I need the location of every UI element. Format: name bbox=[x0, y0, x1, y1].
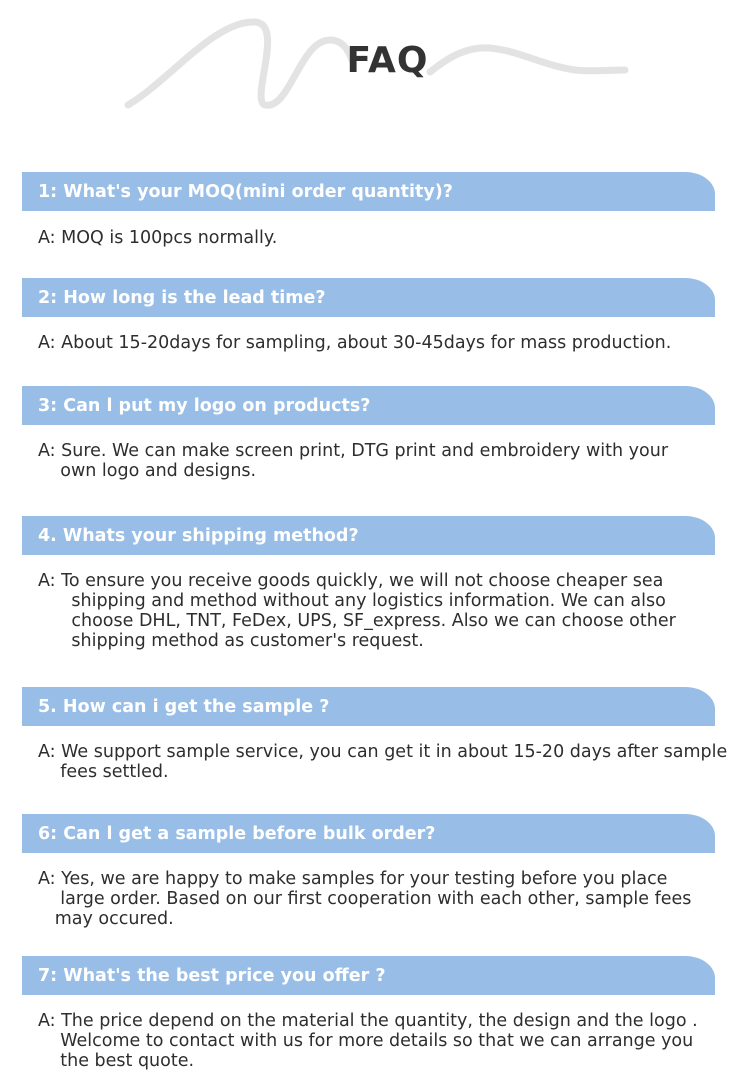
faq-answer-line: A: Sure. We can make screen print, DTG print and embroidery with your bbox=[38, 441, 669, 461]
faq-question-5: 5. How can i get the sample ? bbox=[38, 696, 330, 717]
faq-answer-line: A: About 15-20days for sampling, about 30-45days for mass production. bbox=[38, 333, 672, 353]
faq-question-3: 3: Can l put my logo on products? bbox=[38, 395, 371, 416]
faq-question-4: 4. Whats your shipping method? bbox=[38, 525, 359, 546]
faq-answer-line: shipping method as customer's request. bbox=[38, 631, 424, 651]
faq-answer-7 bbox=[38, 1011, 728, 1071]
faq-answer-line: A: Yes, we are happy to make samples for your testing before you place bbox=[38, 869, 668, 889]
faq-answer-line: A: To ensure you receive goods quickly, we will not choose cheaper sea bbox=[38, 571, 664, 591]
faq-answer-6 bbox=[38, 869, 728, 929]
faq-answer-line: large order. Based on our first cooperation with each other, sample fees bbox=[38, 889, 692, 909]
faq-question-bar-6 bbox=[22, 814, 715, 853]
faq-question-bar-5 bbox=[22, 687, 715, 726]
faq-question-bar-4 bbox=[22, 516, 715, 555]
faq-question-7: 7: What's the best price you offer ? bbox=[38, 965, 386, 986]
faq-question-bar-7 bbox=[22, 956, 715, 995]
faq-answer-line: may occured. bbox=[38, 909, 174, 929]
faq-header bbox=[0, 0, 750, 140]
faq-answer-line: A: MOQ is 100pcs normally. bbox=[38, 228, 278, 248]
faq-question-bar-2 bbox=[22, 278, 715, 317]
faq-question-1: 1: What's your MOQ(mini order quantity)? bbox=[38, 181, 453, 202]
faq-answer-1 bbox=[38, 228, 728, 248]
faq-answer-line: choose DHL, TNT, FeDex, UPS, SF_express. Also we can choose other bbox=[38, 611, 676, 631]
page-title: FAQ bbox=[346, 40, 429, 81]
faq-answer-line: Welcome to contact with us for more details so that we can arrange you bbox=[38, 1031, 694, 1051]
faq-answer-5 bbox=[38, 742, 728, 782]
faq-question-2: 2: How long is the lead time? bbox=[38, 287, 326, 308]
faq-question-6: 6: Can l get a sample before bulk order? bbox=[38, 823, 436, 844]
faq-question-bar-1 bbox=[22, 172, 715, 211]
faq-answer-line: fees settled. bbox=[38, 762, 169, 782]
faq-answer-line: own logo and designs. bbox=[38, 461, 257, 481]
faq-question-bar-3 bbox=[22, 386, 715, 425]
faq-answer-line: shipping and method without any logistics information. We can also bbox=[38, 591, 666, 611]
faq-answer-4 bbox=[38, 571, 728, 651]
faq-answer-2 bbox=[38, 333, 728, 353]
faq-answer-line: A: We support sample service, you can get it in about 15-20 days after sample bbox=[38, 742, 728, 762]
faq-answer-3 bbox=[38, 441, 728, 481]
faq-answer-line: the best quote. bbox=[38, 1051, 195, 1071]
faq-answer-line: A: The price depend on the material the quantity, the design and the logo . bbox=[38, 1011, 698, 1031]
